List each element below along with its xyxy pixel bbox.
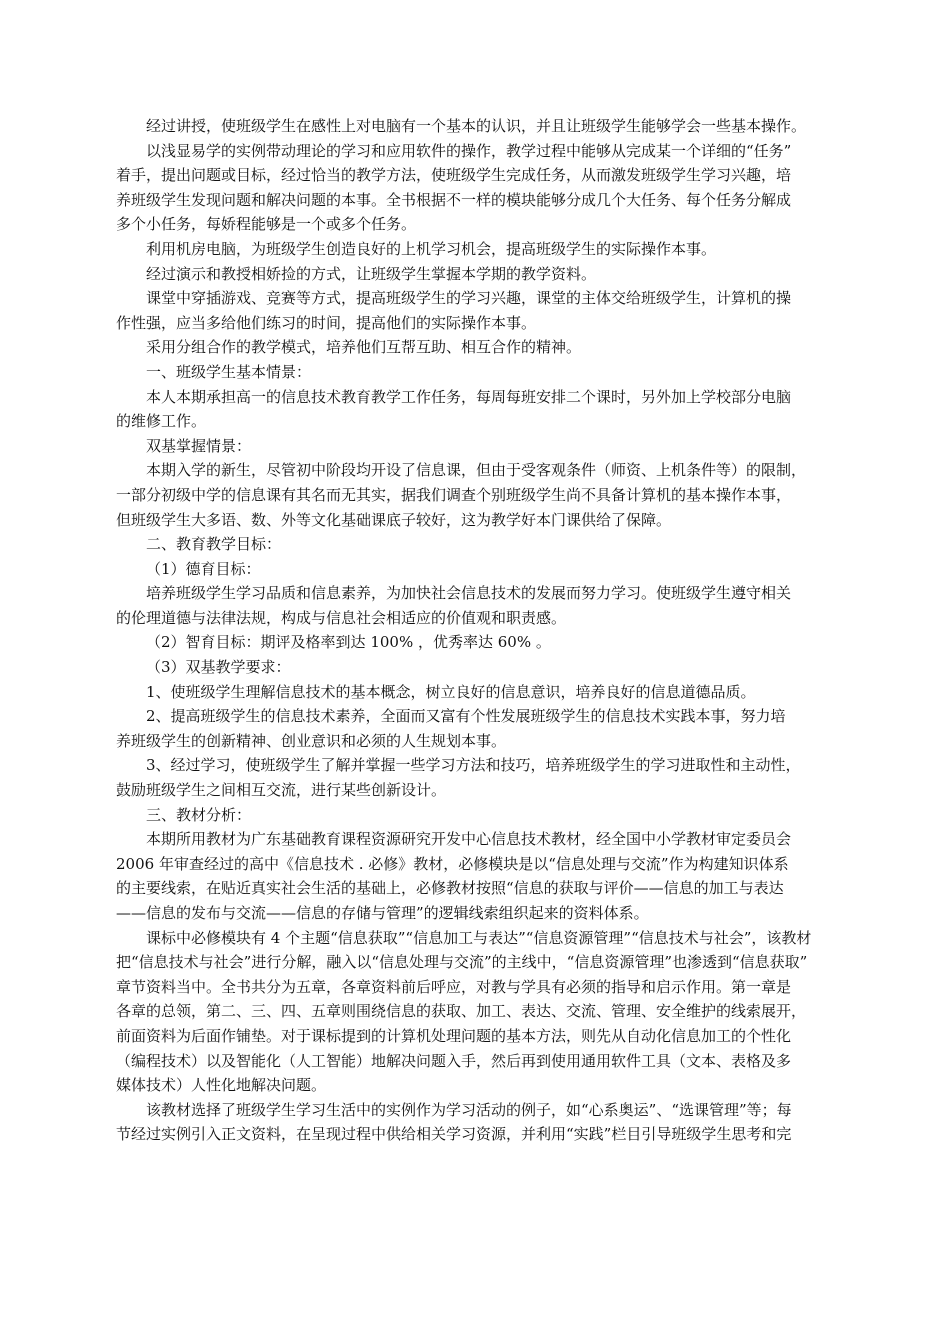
text-line: 的伦理道德与法律法规，构成与信息社会相适应的价值观和职责感。	[116, 608, 567, 627]
text-line: 三、教材分析：	[146, 805, 252, 824]
text-line: 课标中必修模块有 4 个主题“信息获取”“信息加工与表达”“信息资源管理”“信息技术与社会”，该教材	[146, 928, 812, 947]
text-line: 鼓励班级学生之间相互交流，进行某些创新设计。	[116, 781, 447, 800]
text-line: 该教材选择了班级学生学习生活中的实例作为学习活动的例子，如“心系奥运”、“选课管理”等；每	[146, 1100, 792, 1119]
text-line: ——信息的发布与交流——信息的存储与管理”的逻辑线索组织起来的资料体系。	[116, 904, 649, 922]
text-line: 把“信息技术与社会”进行分解，融入以“信息处理与交流”的主线中，“信息资源管理”也渗透到“信息获取”	[116, 953, 808, 972]
text-line: 章节资料当中。全书共分为五章，各章资料前后呼应，对教与学具有必须的指导和启示作用。第一章是	[116, 977, 792, 996]
text-line: 3、经过学习，使班级学生了解并掌握一些学习方法和技巧，培养班级学生的学习进取性和主动性，	[146, 756, 801, 775]
text-line: 1、使班级学生理解信息技术的基本概念，树立良好的信息意识，培养良好的信息道德品质。	[146, 682, 756, 701]
text-line: 各章的总领，第二、三、四、五章则围绕信息的获取、加工、表达、交流、管理、安全维护的线索展开，	[116, 1002, 807, 1021]
text-line: 以浅显易学的实例带动理论的学习和应用软件的操作，教学过程中能够从完成某一个详细的“任务”	[146, 141, 792, 160]
text-line: 作性强，应当多给他们练习的时间，提高他们的实际操作本事。	[116, 313, 537, 332]
text-line: 培养班级学生学习品质和信息素养，为加快社会信息技术的发展而努力学习。使班级学生遵守相关	[146, 584, 792, 603]
text-line: 着手，提出问题或目标，经过恰当的教学方法，使班级学生完成任务，从而激发班级学生学习兴趣，培	[116, 166, 792, 185]
text-line: 本期所用教材为广东基础教育课程资源研究开发中心信息技术教材，经全国中小学教材审定委员会	[146, 830, 792, 849]
text-line: 一、班级学生基本情景：	[146, 362, 312, 381]
text-line: 本人本期承担高一的信息技术教育教学工作任务，每周每班安排二个课时，另外加上学校部分电脑	[146, 387, 792, 406]
text-line: 的维修工作。	[116, 412, 207, 431]
text-line: 前面资料为后面作铺垫。对于课标提到的计算机处理问题的基本方法，则先从自动化信息加工的个性化	[116, 1026, 792, 1045]
text-line: 养班级学生的创新精神、创业意识和必须的人生规划本事。	[116, 731, 507, 750]
text-line: 经过演示和教授相娇捡的方式，让班级学生掌握本学期的教学资料。	[146, 264, 597, 283]
text-line: 但班级学生大多语、数、外等文化基础课底子较好，这为教学好本门课供给了保障。	[116, 510, 672, 529]
document-body	[116, 114, 876, 1147]
text-line: 本期入学的新生，尽管初中阶段均开设了信息课，但由于受客观条件（师资、上机条件等）的限制，	[146, 461, 807, 480]
text-line: 利用机房电脑，为班级学生创造良好的上机学习机会，提高班级学生的实际操作本事。	[146, 239, 717, 258]
text-line: （2）智育目标：期评及格率到达 100% ，优秀率达 60% 。	[146, 633, 551, 652]
text-line: 节经过实例引入正文资料，在呈现过程中供给相关学习资源，并利用“实践”栏目引导班级学生思考和完	[116, 1125, 792, 1144]
text-line: 一部分初级中学的信息课有其名而无其实，据我们调查个别班级学生尚不具备计算机的基本操作本事，	[116, 485, 792, 504]
text-line: 经过讲授，使班级学生在感性上对电脑有一个基本的认识，并且让班级学生能够学会一些基本操作。	[146, 117, 807, 135]
text-line: 的主要线索，在贴近真实社会生活的基础上，必修教材按照“信息的获取与评价——信息的加工与表达	[116, 879, 784, 898]
text-line: 养班级学生发现问题和解决问题的本事。全书根据不一样的模块能够分成几个大任务、每个任务分解成	[116, 190, 792, 209]
text-line: （3）双基教学要求：	[146, 658, 291, 677]
text-line: 采用分组合作的教学模式，培养他们互帮互助、相互合作的精神。	[146, 338, 582, 357]
text-line: 媒体技术）人性化地解决问题。	[116, 1076, 327, 1095]
text-line: 多个小任务，每娇程能够是一个或多个任务。	[116, 215, 417, 234]
text-line: 2006 年审查经过的高中《信息技术 . 必修》教材，必修模块是以“信息处理与交流”作为构建知识体系	[116, 854, 789, 873]
text-line: （1）德育目标：	[146, 559, 261, 578]
text-line: 课堂中穿插游戏、竞赛等方式，提高班级学生的学习兴趣，课堂的主体交给班级学生，计算机的操	[146, 289, 792, 308]
text-line: （编程技术）以及智能化（人工智能）地解决问题入手，然后再到使用通用软件工具（文本、表格及多	[116, 1051, 792, 1070]
text-line: 双基掌握情景：	[146, 436, 252, 455]
text-line: 二、教育教学目标：	[146, 535, 282, 554]
text-line: 2、提高班级学生的信息技术素养，全面而又富有个性发展班级学生的信息技术实践本事，努力培	[146, 707, 786, 726]
